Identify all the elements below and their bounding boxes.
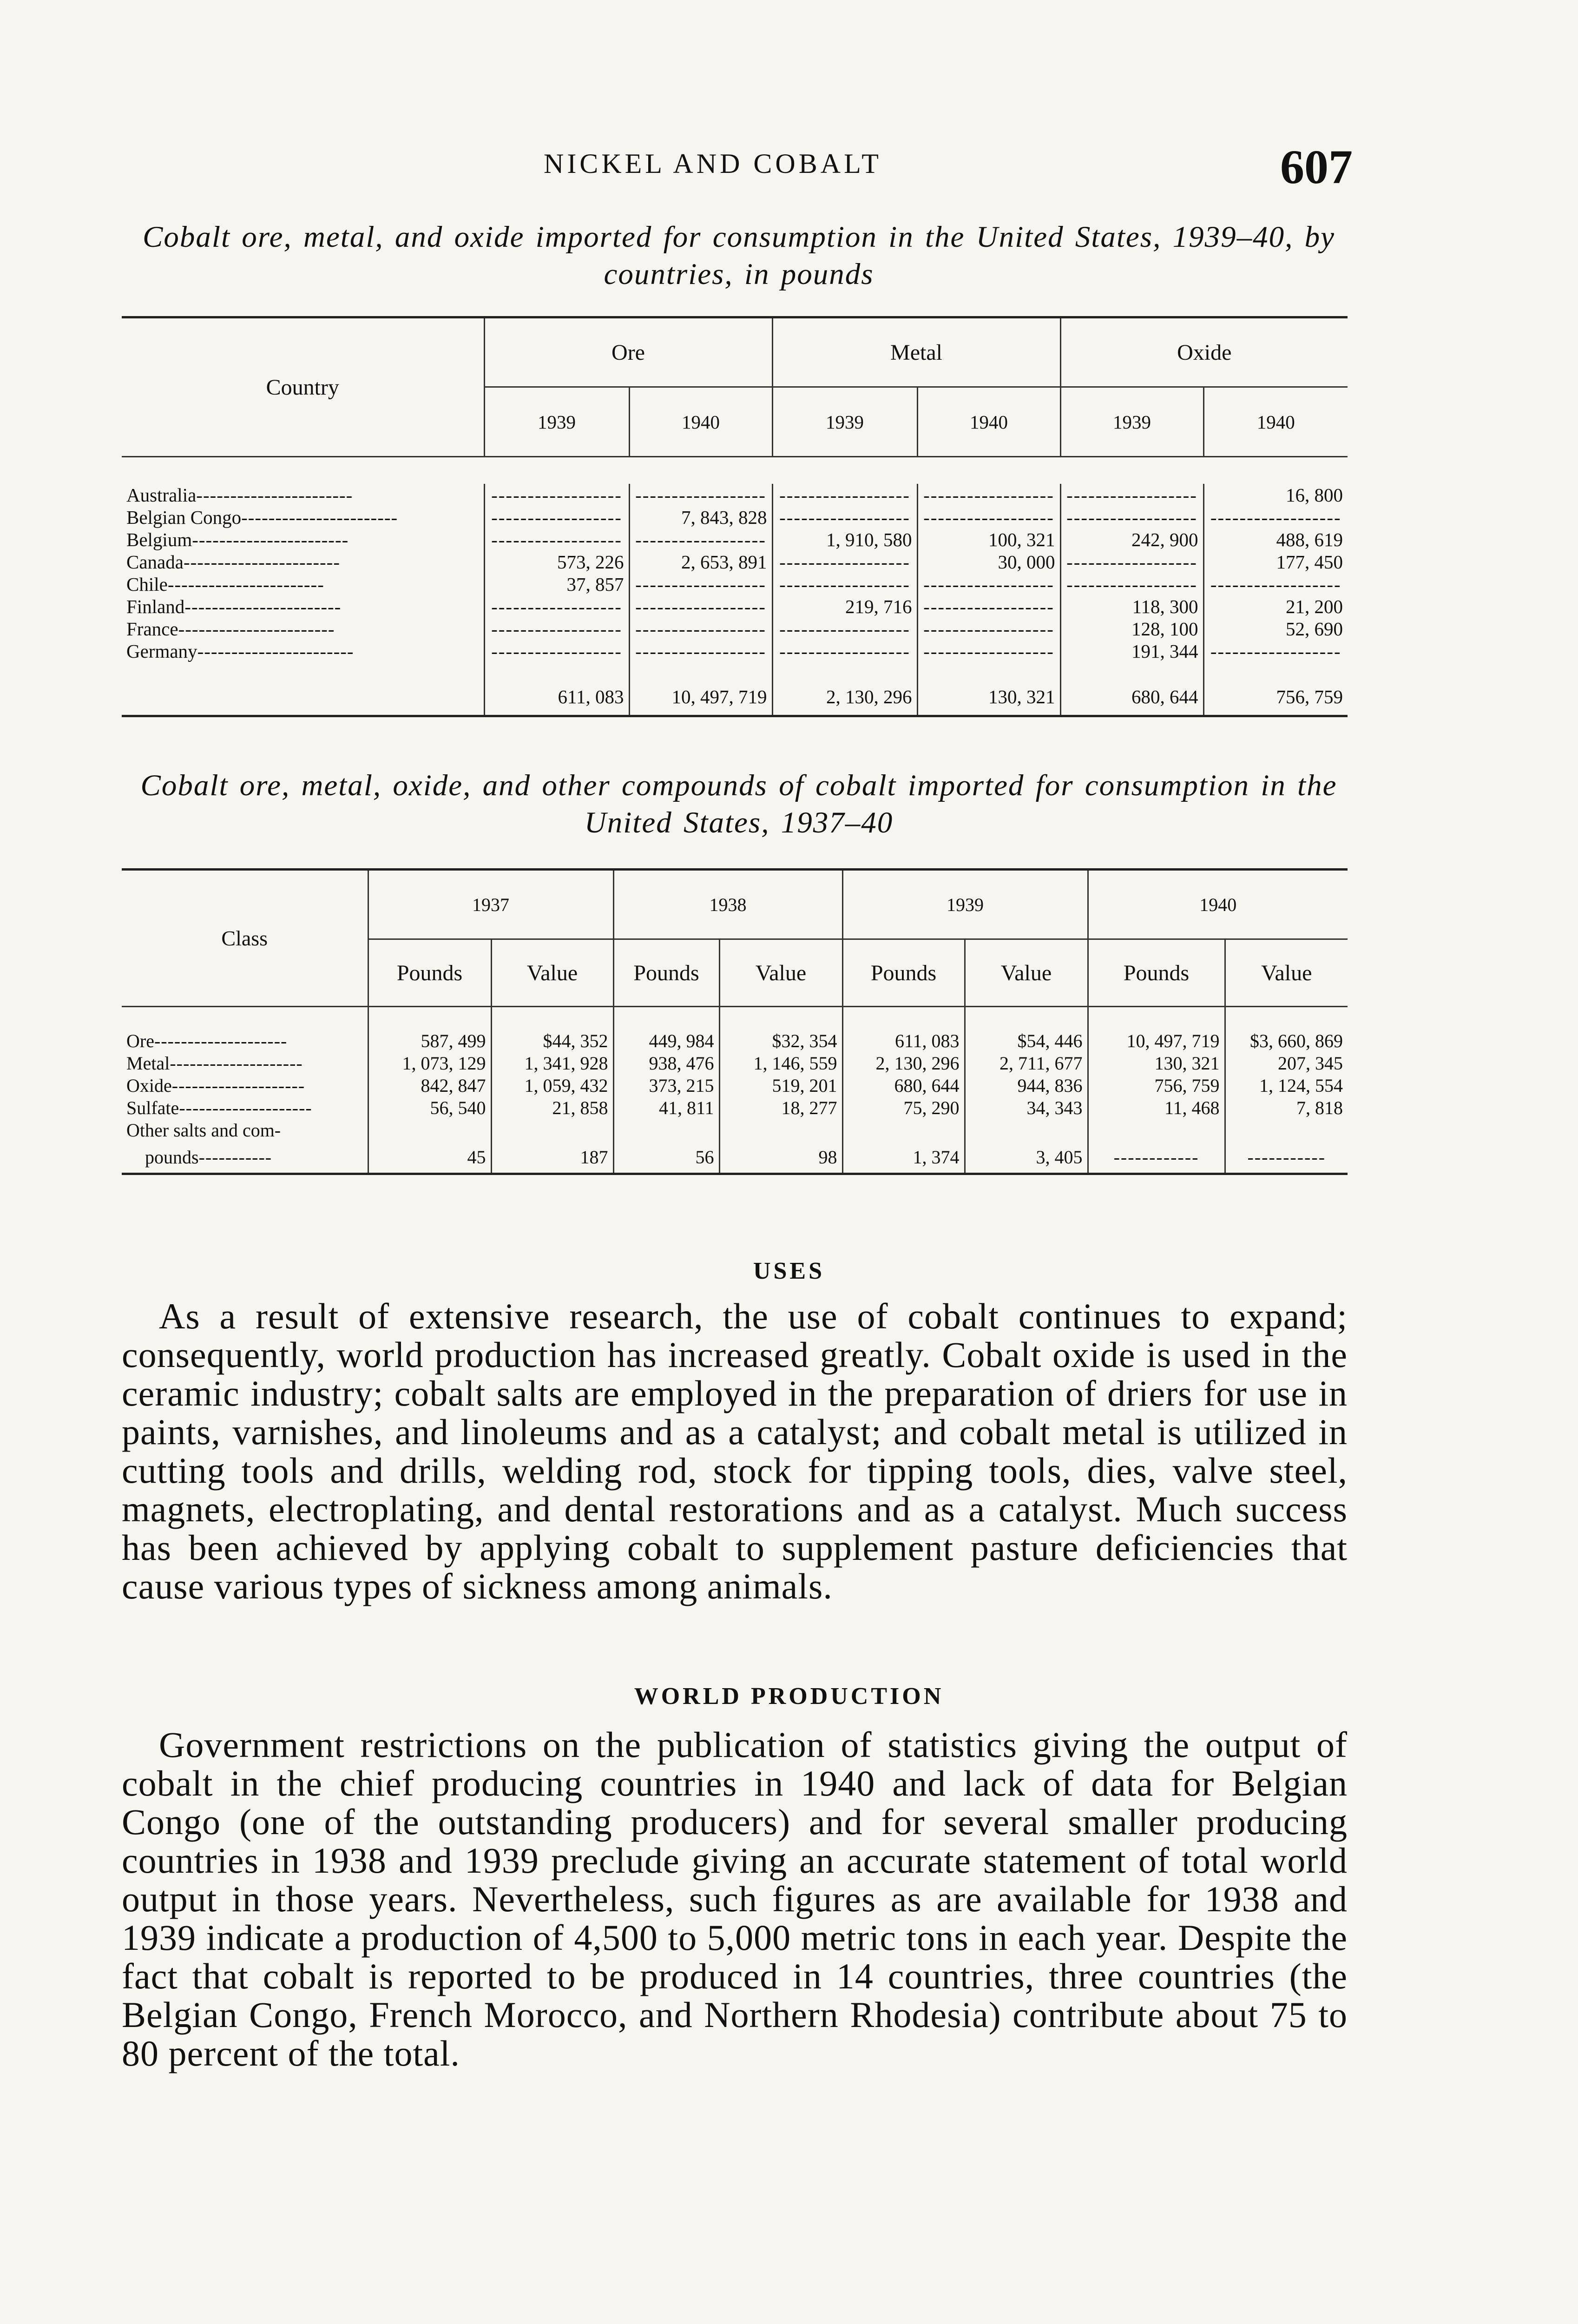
table-cell: ------------------ xyxy=(484,484,629,506)
table-cell: ------------------ xyxy=(1060,484,1203,506)
table2-caption: Cobalt ore, metal, oxide, and other compounds of cobalt imported for consumption in the United States, 1937–40 xyxy=(140,769,1337,839)
uses-paragraph: As a result of extensive research, the use of cobalt continues to expand; consequently, world production has increased greatly. Cobalt oxide is used in the ceramic industry; cobalt salts are employed in the preparation of driers for use in paints, varnishes, and linoleums and as a catalyst; and cobalt metal is utilized in cutting tools and drills, welding rod, stock for tipping tools, dies, valve steel, magnets, electroplating, and dental restorations and as a catalyst. Much success has been achieved by applying cobalt to supplement pasture deficiencies that cause various types of sickness among animals. xyxy=(122,1296,1348,1606)
page-number: 607 xyxy=(1280,140,1353,194)
table-cell: 756, 759 xyxy=(1088,1075,1225,1097)
table-cell: ------------------ xyxy=(1203,640,1348,662)
table-cell: 1, 910, 580 xyxy=(772,528,917,551)
row-label: Germany----------------------- xyxy=(126,640,354,662)
table-cell: ------------------ xyxy=(1060,573,1203,595)
table-row xyxy=(122,595,1348,618)
table-cell: 56, 540 xyxy=(368,1097,491,1119)
total-cell: 10, 497, 719 xyxy=(629,679,772,716)
table-cell: 21, 858 xyxy=(491,1097,613,1119)
table-cell: 100, 321 xyxy=(917,528,1060,551)
total-cell: 611, 083 xyxy=(484,679,629,716)
row-label: Oxide-------------------- xyxy=(126,1075,305,1096)
world-production-paragraph: Government restrictions on the publication of statistics giving the output of cobalt in the chief producing countries in 1940 and lack of data for Belgian Congo (one of the outstanding producers) and for several smaller producing countries in 1938 and 1939 preclude giving an accurate statement of total world output in those years. Nevertheless, such figures as are available for 1938 and 1939 indicate a production of 4,500 to 5,000 metric tons in each year. Despite the fact that cobalt is reported to be produced in 14 countries, three countries (the Belgian Congo, French Morocco, and Northern Rhodesia) contribute about 75 to 80 percent of the total. xyxy=(122,1724,1348,2073)
table-row xyxy=(122,506,1348,528)
table-cell: 842, 847 xyxy=(368,1075,491,1097)
table-cell: 1, 059, 432 xyxy=(491,1075,613,1097)
table-cell: ------------------ xyxy=(917,506,1060,528)
row-label: Canada----------------------- xyxy=(126,551,340,573)
table-cell: 11, 468 xyxy=(1088,1097,1225,1119)
table-cell: ------------------ xyxy=(1203,573,1348,595)
table-cell: 16, 800 xyxy=(1203,484,1348,506)
table-cell: ------------------ xyxy=(772,573,917,595)
total-cell: 130, 321 xyxy=(917,679,1060,716)
year-header: 1939 xyxy=(1060,387,1203,457)
table-cell: 488, 619 xyxy=(1203,528,1348,551)
pounds-header: Pounds xyxy=(842,939,965,1007)
table-cell: ------------------ xyxy=(772,640,917,662)
table-row xyxy=(122,1052,1348,1075)
table-cell: 118, 300 xyxy=(1060,595,1203,618)
table-cell: 3, 405 xyxy=(965,1142,1088,1174)
table-cell: 30, 000 xyxy=(917,551,1060,573)
table-cell: ------------------ xyxy=(772,484,917,506)
table-cell: ------------------ xyxy=(772,618,917,640)
table-row xyxy=(122,640,1348,662)
table-cell: ------------------ xyxy=(484,595,629,618)
table-cell: 449, 984 xyxy=(613,1030,719,1052)
table-cell: ------------------ xyxy=(1060,506,1203,528)
row-label: Finland----------------------- xyxy=(126,595,342,617)
table-cell: $32, 354 xyxy=(719,1030,842,1052)
metal-group-header: Metal xyxy=(772,317,1060,387)
table-row xyxy=(122,528,1348,551)
table-cell: ------------------ xyxy=(629,484,772,506)
totals-row xyxy=(122,679,1348,716)
table-cell: 191, 344 xyxy=(1060,640,1203,662)
table2-cobalt-imports-by-class xyxy=(122,868,1348,1175)
table1-cobalt-imports-by-country xyxy=(122,316,1348,717)
table-row xyxy=(122,618,1348,640)
table-cell: 45 xyxy=(368,1142,491,1174)
table-row xyxy=(122,1142,1348,1174)
table-cell: $44, 352 xyxy=(491,1030,613,1052)
value-header: Value xyxy=(491,939,613,1007)
row-label: Belgian Congo----------------------- xyxy=(126,506,398,528)
pounds-header: Pounds xyxy=(613,939,719,1007)
table-row xyxy=(122,484,1348,506)
table-cell: 219, 716 xyxy=(772,595,917,618)
table-cell: 128, 100 xyxy=(1060,618,1203,640)
world-production-heading: WORLD PRODUCTION xyxy=(634,1683,944,1710)
ore-group-header: Ore xyxy=(484,317,772,387)
table-cell: 207, 345 xyxy=(1225,1052,1348,1075)
value-header: Value xyxy=(1225,939,1348,1007)
total-cell: 2, 130, 296 xyxy=(772,679,917,716)
country-column-header: Country xyxy=(122,317,484,457)
table-cell: 938, 476 xyxy=(613,1052,719,1075)
class-column-header: Class xyxy=(122,870,368,1007)
table-cell: 7, 818 xyxy=(1225,1097,1348,1119)
table-cell: ------------------ xyxy=(629,595,772,618)
year-group-header: 1938 xyxy=(613,870,842,939)
uses-heading: USES xyxy=(753,1258,825,1284)
table1-caption: Cobalt ore, metal, and oxide imported for consumption in the United States, 1939–40, by countries, in pounds xyxy=(143,220,1335,291)
table-cell: ------------------ xyxy=(484,618,629,640)
table-row xyxy=(122,573,1348,595)
row-label: Belgium----------------------- xyxy=(126,528,349,550)
table-cell: 34, 343 xyxy=(965,1097,1088,1119)
table-cell: 1, 146, 559 xyxy=(719,1052,842,1075)
table-cell: 373, 215 xyxy=(613,1075,719,1097)
table-cell: ------------------ xyxy=(772,506,917,528)
table-cell: ------------------ xyxy=(917,595,1060,618)
table-cell: 18, 277 xyxy=(719,1097,842,1119)
table-row xyxy=(122,1097,1348,1119)
table-cell: 7, 843, 828 xyxy=(629,506,772,528)
oxide-group-header: Oxide xyxy=(1060,317,1348,387)
chapter-title: NICKEL AND COBALT xyxy=(544,148,882,179)
total-cell: 756, 759 xyxy=(1203,679,1348,716)
year-header: 1939 xyxy=(772,387,917,457)
table-cell: ------------------ xyxy=(629,640,772,662)
table-cell: ------------------ xyxy=(629,528,772,551)
table-cell: $3, 660, 869 xyxy=(1225,1030,1348,1052)
table-row xyxy=(122,1030,1348,1052)
table-row xyxy=(122,551,1348,573)
row-label: France----------------------- xyxy=(126,618,335,640)
table-row xyxy=(122,1075,1348,1097)
row-label: Metal-------------------- xyxy=(126,1053,303,1074)
table-cell: 2, 711, 677 xyxy=(965,1052,1088,1075)
year-group-header: 1937 xyxy=(368,870,613,939)
table-cell: 187 xyxy=(491,1142,613,1174)
table-cell: 1, 374 xyxy=(842,1142,965,1174)
table-cell: 242, 900 xyxy=(1060,528,1203,551)
table-cell: 177, 450 xyxy=(1203,551,1348,573)
table-cell: 1, 124, 554 xyxy=(1225,1075,1348,1097)
value-header: Value xyxy=(965,939,1088,1007)
total-cell: 680, 644 xyxy=(1060,679,1203,716)
table-cell: ------------------ xyxy=(484,640,629,662)
year-group-header: 1940 xyxy=(1088,870,1348,939)
table-cell-empty: ----------- xyxy=(1225,1142,1348,1174)
table-cell: ------------------ xyxy=(917,484,1060,506)
table-cell: 2, 130, 296 xyxy=(842,1052,965,1075)
table-cell: $54, 446 xyxy=(965,1030,1088,1052)
table-cell: 944, 836 xyxy=(965,1075,1088,1097)
table-cell: ------------------ xyxy=(484,506,629,528)
table-cell: 519, 201 xyxy=(719,1075,842,1097)
table-cell: ------------------ xyxy=(1060,551,1203,573)
row-label: Chile----------------------- xyxy=(126,573,324,595)
table-row xyxy=(122,1119,1348,1142)
table-cell: 41, 811 xyxy=(613,1097,719,1119)
table-cell: ------------------ xyxy=(917,618,1060,640)
table-cell: 2, 653, 891 xyxy=(629,551,772,573)
table-cell: 1, 073, 129 xyxy=(368,1052,491,1075)
table-cell: ------------------ xyxy=(484,528,629,551)
year-group-header: 1939 xyxy=(842,870,1088,939)
table-cell: 680, 644 xyxy=(842,1075,965,1097)
table-cell: ------------------ xyxy=(917,640,1060,662)
table-cell: 130, 321 xyxy=(1088,1052,1225,1075)
table-cell: 611, 083 xyxy=(842,1030,965,1052)
table-cell: 98 xyxy=(719,1142,842,1174)
table-cell: 573, 226 xyxy=(484,551,629,573)
table-cell: ------------------ xyxy=(917,573,1060,595)
row-label: Other salts and com- xyxy=(126,1120,281,1141)
table-cell: 21, 200 xyxy=(1203,595,1348,618)
year-header: 1940 xyxy=(629,387,772,457)
year-header: 1940 xyxy=(917,387,1060,457)
table-cell: 52, 690 xyxy=(1203,618,1348,640)
table-cell: 587, 499 xyxy=(368,1030,491,1052)
pounds-header: Pounds xyxy=(1088,939,1225,1007)
row-label: Ore-------------------- xyxy=(126,1030,288,1051)
year-header: 1939 xyxy=(484,387,629,457)
table-cell: ------------------ xyxy=(1203,506,1348,528)
year-header: 1940 xyxy=(1203,387,1348,457)
table-cell: 75, 290 xyxy=(842,1097,965,1119)
table-cell: 37, 857 xyxy=(484,573,629,595)
table-cell: ------------------ xyxy=(629,573,772,595)
table-cell: 56 xyxy=(613,1142,719,1174)
row-label: Sulfate-------------------- xyxy=(126,1097,312,1118)
value-header: Value xyxy=(719,939,842,1007)
table-cell-empty: ------------ xyxy=(1088,1142,1225,1174)
table-cell: ------------------ xyxy=(629,618,772,640)
table-cell: 1, 341, 928 xyxy=(491,1052,613,1075)
pounds-header: Pounds xyxy=(368,939,491,1007)
row-label: pounds----------- xyxy=(145,1146,272,1168)
row-label: Australia----------------------- xyxy=(126,484,353,506)
table-cell: ------------------ xyxy=(772,551,917,573)
running-head xyxy=(0,139,1578,195)
table-cell: 10, 497, 719 xyxy=(1088,1030,1225,1052)
